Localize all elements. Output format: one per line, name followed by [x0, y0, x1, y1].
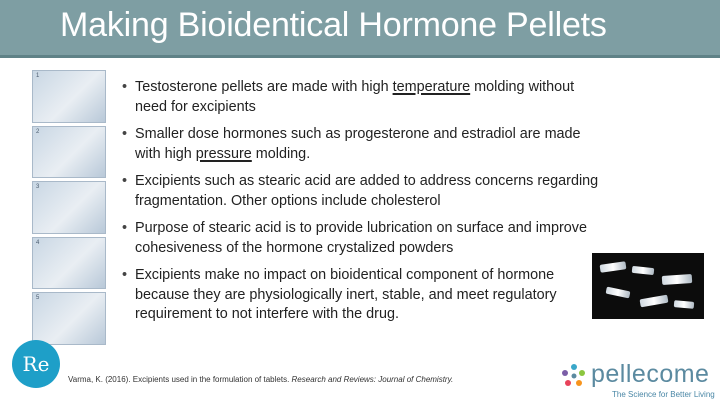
photo-panel-3 [32, 181, 106, 234]
vial-shape [662, 274, 693, 285]
bullet-item: • Excipients make no impact on bioidentical component of hormone because they are physiologically inert, stable, and meet regulatory requirement to not interfere with the drug. [118, 266, 608, 325]
photo-panel-5 [32, 292, 106, 345]
citation [68, 375, 453, 384]
pellet-making-photo-strip [32, 70, 106, 345]
vial-shape [606, 287, 631, 299]
photo-number: 5 [36, 295, 40, 302]
bullet-emphasis: pressure [195, 145, 252, 162]
re-logo [12, 340, 60, 388]
bullet-text: Testosterone pellets are made with high [135, 79, 393, 95]
bullet-item: • Excipients such as stearic acid are added to address concerns regarding fragmentation. Other options include cholesterol [118, 172, 608, 211]
bullet-item: • Purpose of stearic acid is to provide lubrication on surface and improve cohesiveness of the hormone crystalized powders [118, 219, 608, 258]
slide-title: Making Bioidentical Hormone Pellets [60, 6, 607, 44]
pellecome-dots-icon [560, 362, 588, 390]
bullet-item [118, 78, 608, 117]
vial-shape [640, 295, 669, 308]
bullet-text: Smaller dose hormones such as progesterone and estradiol are made with high [135, 126, 581, 162]
citation-main: Varma, K. (2016). Excipients used in the formulation of tablets. [68, 375, 292, 384]
photo-panel-2 [32, 126, 106, 179]
title-bar [0, 0, 720, 58]
photo-number: 3 [36, 184, 40, 191]
re-logo-text: Re [22, 352, 50, 376]
vial-shape [674, 300, 695, 309]
brand-name: pellecome [591, 360, 710, 388]
photo-panel-1 [32, 70, 106, 123]
bullet-list [118, 78, 608, 333]
vial-shape [600, 261, 627, 273]
vial-shape [632, 266, 655, 275]
bullet-text: molding without need for excipients [135, 79, 575, 115]
photo-panel-4 [32, 237, 106, 290]
citation-journal: Research and Reviews: Journal of Chemistry. [291, 375, 454, 384]
photo-number: 1 [36, 73, 40, 79]
pellecome-logo [560, 360, 715, 400]
bullet-item [118, 125, 608, 164]
photo-number: 2 [36, 128, 40, 135]
bullet-text: molding. [251, 145, 311, 162]
photo-number: 4 [36, 239, 40, 246]
pellet-vials-photo [592, 253, 704, 319]
brand-tagline: The Science for Better Living [612, 390, 715, 399]
bullet-emphasis: temperature [392, 79, 471, 95]
